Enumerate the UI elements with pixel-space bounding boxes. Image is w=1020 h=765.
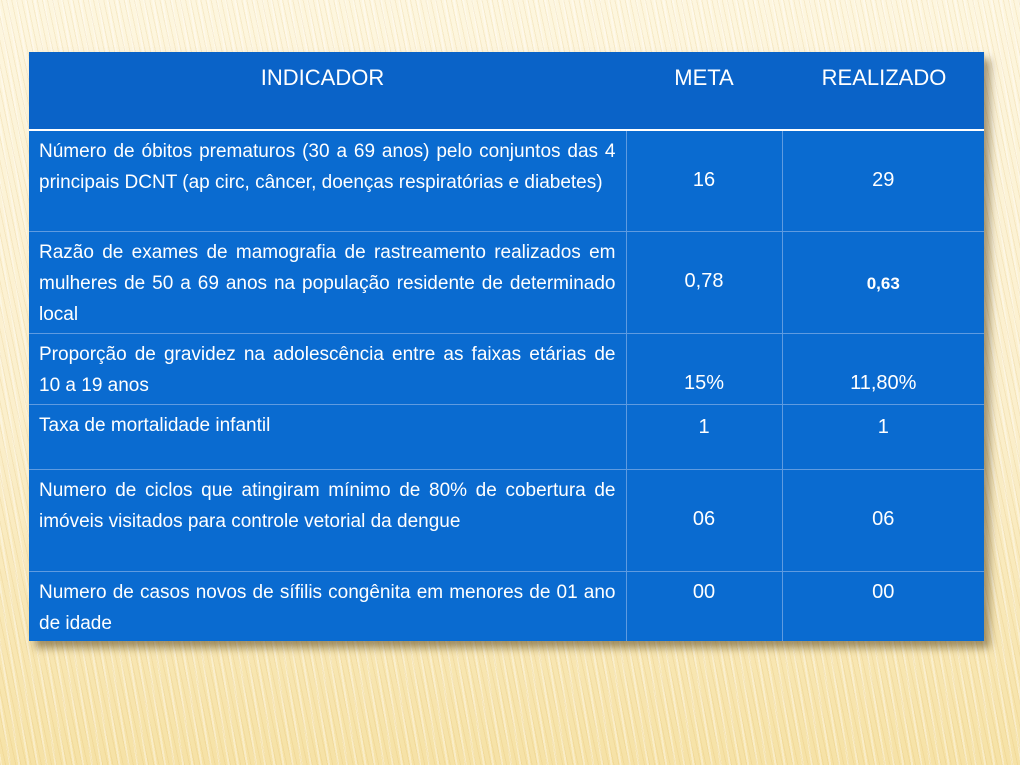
table-header-row [29,52,984,130]
meta-cell [626,333,782,404]
indicator-cell: Numero de casos novos de sífilis congênita em menores de 01 ano de idade [29,571,626,641]
meta-value: 16 [692,169,716,191]
indicator-cell: Razão de exames de mamografia de rastreamento realizados em mulheres de 50 a 69 anos na população residente de determinado local [29,231,626,333]
meta-value: 15% [683,371,725,394]
realizado-value: 06 [872,507,895,530]
indicators-table [29,52,984,641]
header-indicador: INDICADOR [29,52,626,130]
table-row [29,469,984,571]
indicator-cell: Número de óbitos prematuros (30 a 69 anos) pelo conjuntos das 4 principais DCNT (ap circ, câncer, doenças respiratórias e diabetes) [29,130,626,231]
table-row [29,333,984,404]
realizado-value: 0,63 [866,273,900,293]
meta-cell [626,404,782,469]
realizado-cell [782,571,984,641]
realizado-value: 11,80% [850,371,917,394]
table-row [29,130,984,231]
meta-cell [626,231,782,333]
realizado-cell [782,333,984,404]
meta-value: 1 [698,415,710,438]
realizado-cell [782,130,984,231]
realizado-cell [782,404,984,469]
meta-cell [626,130,782,231]
table-row [29,571,984,641]
table-row [29,231,984,333]
meta-value: 06 [692,507,716,530]
meta-cell [626,571,782,641]
indicator-cell: Proporção de gravidez na adolescência entre as faixas etárias de 10 a 19 anos [29,333,626,404]
realizado-value: 29 [872,169,895,191]
realizado-value: 00 [872,580,895,603]
meta-value: 00 [692,580,716,603]
header-meta: META [626,52,782,130]
indicator-cell: Taxa de mortalidade infantil [29,404,626,469]
meta-value: 0,78 [684,269,724,292]
indicator-cell: Numero de ciclos que atingiram mínimo de 80% de cobertura de imóveis visitados para controle vetorial da dengue [29,469,626,571]
realizado-cell [782,231,984,333]
meta-cell [626,469,782,571]
realizado-cell [782,469,984,571]
table-row [29,404,984,469]
header-realizado: REALIZADO [782,52,984,130]
realizado-value: 1 [877,415,889,438]
